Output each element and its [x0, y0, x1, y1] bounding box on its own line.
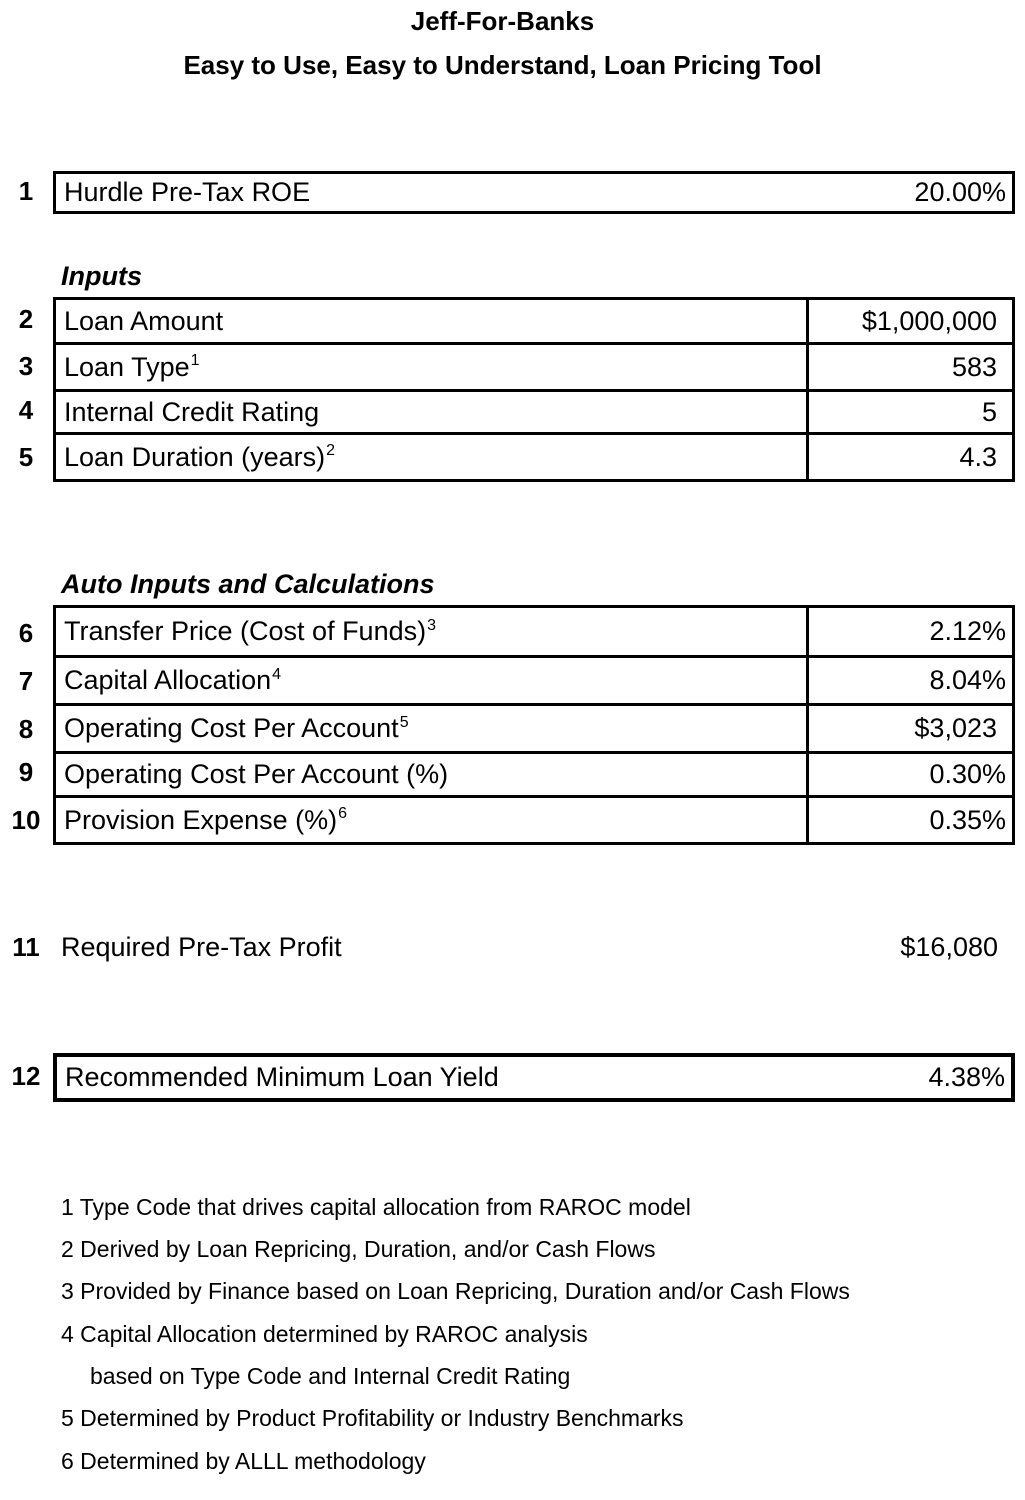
- table-row: [56, 392, 1012, 435]
- page-title: Jeff-For-Banks: [410, 6, 595, 36]
- auto-heading: Auto Inputs and Calculations: [61, 569, 435, 599]
- transfer-price-value: 2.12%: [929, 616, 1006, 646]
- capital-allocation-value: 8.04%: [929, 665, 1006, 695]
- row-number: 10: [11, 805, 41, 835]
- table-row: [56, 300, 1012, 345]
- inputs-heading: Inputs: [61, 261, 142, 291]
- hurdle-roe-box: [53, 171, 1015, 214]
- row-number: 7: [18, 666, 34, 696]
- footnote: 1 Type Code that drives capital allocation from RAROC model: [61, 1194, 691, 1220]
- footnote-ref: 3: [427, 616, 437, 634]
- row-number: 12: [11, 1061, 41, 1091]
- provision-expense-value: 0.35%: [929, 804, 1006, 835]
- table-row: [56, 706, 1012, 754]
- operating-cost-pct-value: 0.30%: [929, 759, 1006, 789]
- footnote: 4 Capital Allocation determined by RAROC analysis: [61, 1321, 588, 1347]
- footnote-ref: 4: [272, 665, 282, 683]
- row-number: 6: [18, 618, 34, 648]
- inputs-table: [53, 297, 1015, 482]
- auto-table: [53, 605, 1015, 845]
- operating-cost-label: Operating Cost Per Account $^5$: [64, 713, 409, 743]
- footnote-ref: 1: [190, 352, 200, 369]
- table-row: [56, 798, 1012, 845]
- row-number: 4: [18, 395, 34, 425]
- provision-expense-label: Provision Expense (%) $^6$: [64, 804, 348, 835]
- footnote: 2 Derived by Loan Repricing, Duration, and/or Cash Flows: [61, 1236, 656, 1262]
- hurdle-roe-label: Hurdle Pre-Tax ROE: [64, 177, 311, 207]
- row-number: 3: [18, 351, 34, 381]
- loan-duration-value[interactable]: 4.3: [959, 441, 997, 472]
- loan-type-value[interactable]: 583: [951, 351, 997, 382]
- row-number: 2: [18, 304, 34, 334]
- footnote-ref: 6: [338, 805, 348, 822]
- hurdle-roe-value[interactable]: 20.00%: [914, 177, 1006, 207]
- row-number: 5: [18, 442, 34, 472]
- footnote: 6 Determined by ALLL methodology: [61, 1448, 426, 1474]
- footnote: based on Type Code and Internal Credit Rating: [90, 1363, 571, 1389]
- footnote: 3 Provided by Finance based on Loan Repricing, Duration and/or Cash Flows: [61, 1278, 850, 1304]
- loan-amount-label: Loan Amount: [64, 305, 224, 336]
- table-row: [56, 345, 1012, 392]
- transfer-price-label: Transfer Price (Cost of Funds) $^3$: [64, 616, 437, 646]
- row-number: 9: [18, 757, 34, 787]
- required-profit-value: $16,080: [900, 932, 998, 962]
- loan-duration-label: Loan Duration (years) $^2$: [64, 441, 336, 472]
- loan-yield-label: Recommended Minimum Loan Yield: [65, 1062, 499, 1092]
- loan-amount-value[interactable]: $1,000,000: [861, 305, 997, 336]
- required-profit-label: Required Pre-Tax Profit: [61, 932, 342, 962]
- row-number: 1: [18, 176, 34, 206]
- capital-allocation-label: Capital Allocation $^4$: [64, 665, 282, 695]
- footnote-ref: 5: [399, 713, 409, 731]
- table-row: [56, 608, 1012, 658]
- footnote-ref: 2: [326, 442, 336, 459]
- table-row: [56, 435, 1012, 482]
- credit-rating-label: Internal Credit Rating: [64, 396, 320, 427]
- row-number: 11: [12, 932, 40, 962]
- credit-rating-value[interactable]: 5: [981, 396, 997, 427]
- loan-yield-value: 4.38%: [928, 1062, 1005, 1092]
- operating-cost-pct-label: Operating Cost Per Account (%): [64, 759, 449, 789]
- table-row: [56, 754, 1012, 798]
- operating-cost-value: $3,023: [914, 713, 997, 743]
- loan-type-label: Loan Type $^1$: [64, 351, 200, 382]
- loan-yield-box: [53, 1053, 1015, 1102]
- table-row: [56, 658, 1012, 706]
- footnote: 5 Determined by Product Profitability or Industry Benchmarks: [61, 1405, 684, 1431]
- page-subtitle: Easy to Use, Easy to Understand, Loan Pricing Tool: [183, 50, 822, 80]
- row-number: 8: [18, 714, 34, 744]
